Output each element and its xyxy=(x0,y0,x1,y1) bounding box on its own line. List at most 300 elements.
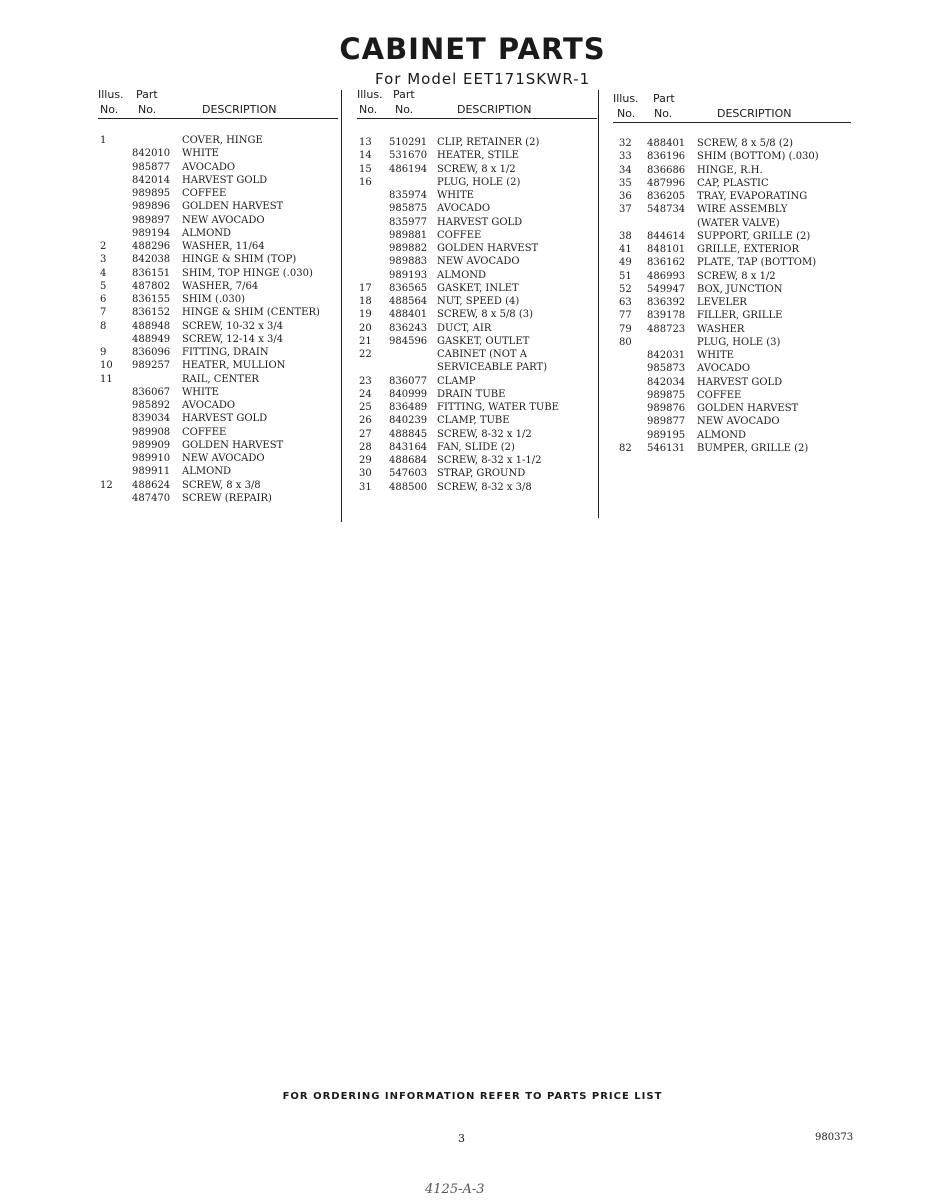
header-illus-no-label: No. xyxy=(100,103,119,116)
part-row xyxy=(98,214,338,227)
part-description: NEW AVOCADO xyxy=(437,256,520,268)
illus-number: 20 xyxy=(359,322,372,334)
part-row xyxy=(98,399,338,412)
part-number: 844614 xyxy=(647,230,686,242)
header-part-label: Part xyxy=(393,88,415,101)
part-number: 848101 xyxy=(647,244,686,255)
illus-number: 2 xyxy=(100,241,107,252)
part-description: AVOCADO xyxy=(182,400,236,411)
illus-number: 52 xyxy=(619,283,632,295)
parts-column-1 xyxy=(98,88,338,505)
part-row xyxy=(98,174,338,187)
part-description: NEW AVOCADO xyxy=(182,453,265,464)
part-row xyxy=(357,454,597,467)
part-row xyxy=(357,216,597,229)
illus-number: 37 xyxy=(619,204,632,216)
part-row xyxy=(613,190,851,203)
part-number: 989194 xyxy=(132,227,171,239)
illus-number: 24 xyxy=(359,388,372,400)
ordering-info-footer: FOR ORDERING INFORMATION REFER TO PARTS PRICE LIST xyxy=(282,1091,663,1102)
part-number: 487470 xyxy=(132,492,171,504)
illus-number: 17 xyxy=(359,282,372,294)
part-description: ALMOND xyxy=(697,429,747,441)
illus-number: 27 xyxy=(359,428,372,440)
illus-number: 29 xyxy=(359,455,372,466)
part-row xyxy=(98,187,338,200)
part-number: 488723 xyxy=(647,323,686,335)
part-description: FAN, SLIDE (2) xyxy=(437,441,515,453)
part-number: 488684 xyxy=(389,455,428,466)
part-description: ALMOND xyxy=(182,227,232,239)
part-description: GASKET, OUTLET xyxy=(437,335,530,347)
part-number: 989875 xyxy=(647,389,686,401)
parts-list xyxy=(357,136,597,494)
illus-number: 13 xyxy=(359,137,372,148)
part-description: SCREW, 8 x 3/8 xyxy=(182,479,261,491)
part-description: HARVEST GOLD xyxy=(697,376,783,388)
part-row xyxy=(98,439,338,452)
part-number: 548734 xyxy=(647,204,686,216)
illus-number: 1 xyxy=(100,135,107,146)
part-description: COFFEE xyxy=(182,426,227,438)
part-description: CAP, PLASTIC xyxy=(697,177,769,189)
part-description: COVER, HINGE xyxy=(182,135,263,146)
part-row xyxy=(357,189,597,202)
part-row xyxy=(98,227,338,240)
column-header xyxy=(613,92,851,123)
part-description: SHIM, TOP HINGE (.030) xyxy=(182,267,313,279)
part-description: BOX, JUNCTION xyxy=(697,283,783,295)
part-description: SHIM (.030) xyxy=(182,294,246,305)
part-description: GRILLE, EXTERIOR xyxy=(697,244,800,255)
part-row xyxy=(357,388,597,401)
column-header xyxy=(357,88,597,119)
illus-number: 41 xyxy=(619,244,632,255)
part-number: 836205 xyxy=(647,191,686,202)
part-number: 836077 xyxy=(389,375,428,387)
part-description: SCREW, 8 x 1/2 xyxy=(697,270,776,282)
part-description: ALMOND xyxy=(182,466,232,478)
part-row xyxy=(98,465,338,478)
header-illus-label: Illus. xyxy=(98,88,124,101)
column-divider xyxy=(341,90,342,522)
illus-number: 16 xyxy=(359,176,372,188)
part-row xyxy=(613,243,851,256)
part-number: 989910 xyxy=(132,453,171,464)
part-description: CLAMP xyxy=(437,375,476,387)
part-number: 836096 xyxy=(132,347,171,358)
illus-number: 36 xyxy=(619,191,632,202)
part-number: 547603 xyxy=(389,468,428,480)
part-description: SCREW, 8-32 x 3/8 xyxy=(437,481,532,493)
part-row xyxy=(357,163,597,176)
part-description: NEW AVOCADO xyxy=(697,416,780,428)
model-subtitle: For Model EET171SKWR-1 xyxy=(375,70,591,88)
part-description: CABINET (NOT A xyxy=(437,349,527,360)
illus-number: 11 xyxy=(100,373,113,385)
part-row xyxy=(613,270,851,283)
part-row xyxy=(613,362,851,375)
part-number: 836565 xyxy=(389,282,428,294)
part-number: 487802 xyxy=(132,280,171,292)
illus-number: 15 xyxy=(359,163,372,175)
illus-number: 6 xyxy=(100,294,107,305)
page-number: 3 xyxy=(458,1132,465,1145)
part-row xyxy=(357,361,597,374)
part-description: STRAP, GROUND xyxy=(437,468,526,480)
illus-number: 77 xyxy=(619,310,632,322)
part-description: AVOCADO xyxy=(437,203,491,215)
part-row xyxy=(98,240,338,253)
part-description: GOLDEN HARVEST xyxy=(182,201,284,213)
part-description: DUCT, AIR xyxy=(437,322,492,334)
part-description: TRAY, EVAPORATING xyxy=(697,191,808,202)
part-description: NEW AVOCADO xyxy=(182,214,265,226)
part-row xyxy=(98,426,338,439)
part-number: 989876 xyxy=(647,403,686,414)
part-row xyxy=(357,295,597,308)
handwritten-note: 4125-A-3 xyxy=(425,1182,485,1197)
part-number: 989896 xyxy=(132,201,171,213)
part-number: 840239 xyxy=(389,415,428,427)
part-description: CLAMP, TUBE xyxy=(437,415,510,427)
illus-number: 23 xyxy=(359,375,372,387)
illus-number: 7 xyxy=(100,307,107,319)
part-row xyxy=(613,376,851,389)
illus-number: 82 xyxy=(619,442,632,454)
part-number: 488948 xyxy=(132,320,171,332)
parts-list xyxy=(98,134,338,505)
illus-number: 28 xyxy=(359,441,372,453)
illus-number: 12 xyxy=(100,479,113,491)
illus-number: 10 xyxy=(100,360,113,372)
illus-number: 80 xyxy=(619,336,632,348)
part-description: GOLDEN HARVEST xyxy=(182,439,284,451)
part-description: HINGE & SHIM (CENTER) xyxy=(182,307,320,319)
part-row xyxy=(357,202,597,215)
header-part-no-label: No. xyxy=(654,107,673,120)
illus-number: 79 xyxy=(619,323,632,335)
part-number: 989257 xyxy=(132,360,171,372)
part-number: 836243 xyxy=(389,322,428,334)
part-number: 842010 xyxy=(132,148,171,160)
part-number: 839034 xyxy=(132,413,171,425)
part-description: COFFEE xyxy=(437,229,482,241)
part-row xyxy=(357,467,597,480)
part-row xyxy=(357,136,597,149)
part-number: 531670 xyxy=(389,150,428,162)
part-number: 836151 xyxy=(132,267,171,279)
part-description: HEATER, MULLION xyxy=(182,360,286,372)
part-number: 985892 xyxy=(132,400,171,411)
part-description: WIRE ASSEMBLY xyxy=(697,204,788,216)
part-number: 836152 xyxy=(132,307,171,319)
illus-number: 14 xyxy=(359,150,372,162)
header-part-label: Part xyxy=(136,88,158,101)
part-number: 842038 xyxy=(132,254,171,266)
parts-column-3 xyxy=(613,92,851,455)
illus-number: 63 xyxy=(619,297,632,308)
part-row xyxy=(98,200,338,213)
part-row xyxy=(357,441,597,454)
part-row xyxy=(613,336,851,349)
part-description: GASKET, INLET xyxy=(437,282,519,294)
illus-number: 9 xyxy=(100,347,107,358)
part-description: SCREW, 8-32 x 1-1/2 xyxy=(437,455,542,466)
parts-column-2 xyxy=(357,88,597,494)
part-description: DRAIN TUBE xyxy=(437,388,506,400)
part-number: 842014 xyxy=(132,174,171,186)
part-row xyxy=(98,134,338,147)
illus-number: 49 xyxy=(619,257,632,269)
part-number: 836067 xyxy=(132,386,171,398)
part-number: 989193 xyxy=(389,269,428,281)
part-row xyxy=(613,230,851,243)
part-row xyxy=(98,412,338,425)
part-row xyxy=(613,296,851,309)
header-part-no-label: No. xyxy=(138,103,157,116)
part-row xyxy=(613,402,851,415)
part-description: SCREW, 8 x 5/8 (2) xyxy=(697,138,794,149)
part-description: NUT, SPEED (4) xyxy=(437,296,520,307)
part-description: SCREW, 12-14 x 3/4 xyxy=(182,333,284,345)
illus-number: 31 xyxy=(359,481,372,493)
part-number: 989908 xyxy=(132,426,171,438)
header-part-no-label: No. xyxy=(395,103,414,116)
part-description: SCREW, 8 x 5/8 (3) xyxy=(437,309,534,321)
part-row xyxy=(357,348,597,361)
part-description: WHITE xyxy=(182,148,219,160)
part-row xyxy=(357,414,597,427)
part-description: HARVEST GOLD xyxy=(437,216,523,228)
column-divider xyxy=(598,90,599,518)
part-number: 989195 xyxy=(647,429,686,441)
illus-number: 22 xyxy=(359,349,372,360)
part-number: 836196 xyxy=(647,151,686,163)
illus-number: 25 xyxy=(359,402,372,413)
part-description: SUPPORT, GRILLE (2) xyxy=(697,230,811,242)
illus-number: 18 xyxy=(359,296,372,307)
part-description: HARVEST GOLD xyxy=(182,174,268,186)
part-number: 836392 xyxy=(647,297,686,308)
part-description: SHIM (BOTTOM) (.030) xyxy=(697,151,819,163)
part-row xyxy=(357,428,597,441)
part-row xyxy=(613,177,851,190)
part-description: AVOCADO xyxy=(697,363,751,375)
part-row xyxy=(357,322,597,335)
part-number: 488564 xyxy=(389,296,428,307)
part-description: PLUG, HOLE (3) xyxy=(697,336,781,348)
part-number: 835974 xyxy=(389,190,428,201)
part-description: WASHER, 7/64 xyxy=(182,280,259,292)
part-description: CLIP, RETAINER (2) xyxy=(437,137,540,148)
part-description: (WATER VALVE) xyxy=(697,217,780,229)
part-number: 985873 xyxy=(647,363,686,375)
part-number: 842034 xyxy=(647,376,686,388)
part-row xyxy=(98,479,338,492)
part-description: FILLER, GRILLE xyxy=(697,310,783,322)
part-row xyxy=(98,306,338,319)
part-row xyxy=(98,161,338,174)
illus-number: 8 xyxy=(100,320,107,332)
part-number: 486993 xyxy=(647,270,686,282)
header-description-label: DESCRIPTION xyxy=(717,107,792,120)
part-number: 989882 xyxy=(389,243,428,254)
part-number: 985875 xyxy=(389,203,428,215)
illus-number: 26 xyxy=(359,415,372,427)
part-number: 984596 xyxy=(389,335,428,347)
part-row xyxy=(357,335,597,348)
part-number: 839178 xyxy=(647,310,686,322)
part-row xyxy=(613,137,851,150)
part-description: FITTING, WATER TUBE xyxy=(437,402,559,413)
document-number: 980373 xyxy=(815,1132,854,1143)
part-row xyxy=(98,320,338,333)
part-description: WHITE xyxy=(182,386,219,398)
part-row xyxy=(357,176,597,189)
part-number: 989877 xyxy=(647,416,686,428)
part-row xyxy=(98,492,338,505)
part-number: 486194 xyxy=(389,163,428,175)
part-number: 836489 xyxy=(389,402,428,413)
part-number: 487996 xyxy=(647,177,686,189)
header-part-label: Part xyxy=(653,92,675,105)
part-number: 985877 xyxy=(132,161,171,173)
part-row xyxy=(357,375,597,388)
part-number: 549947 xyxy=(647,283,686,295)
part-description: PLATE, TAP (BOTTOM) xyxy=(697,257,817,269)
part-number: 488949 xyxy=(132,333,171,345)
illus-number: 5 xyxy=(100,280,107,292)
part-description: COFFEE xyxy=(182,188,227,199)
part-number: 842031 xyxy=(647,350,686,361)
part-row xyxy=(98,253,338,266)
part-row xyxy=(98,333,338,346)
part-row xyxy=(98,359,338,372)
part-row xyxy=(613,415,851,428)
part-description: GOLDEN HARVEST xyxy=(697,403,799,414)
part-description: SCREW, 8-32 x 1/2 xyxy=(437,428,532,440)
part-description: HARVEST GOLD xyxy=(182,413,268,425)
part-row xyxy=(98,386,338,399)
part-row xyxy=(98,280,338,293)
part-row xyxy=(613,164,851,177)
illus-number: 21 xyxy=(359,335,372,347)
part-number: 546131 xyxy=(647,442,686,454)
part-number: 836686 xyxy=(647,164,686,176)
part-row xyxy=(613,323,851,336)
part-description: SERVICEABLE PART) xyxy=(437,362,548,374)
illus-number: 38 xyxy=(619,230,632,242)
part-description: SCREW (REPAIR) xyxy=(182,492,272,504)
part-row xyxy=(613,256,851,269)
part-number: 836162 xyxy=(647,257,686,269)
part-row xyxy=(613,217,851,230)
header-illus-no-label: No. xyxy=(617,107,636,120)
parts-list xyxy=(613,137,851,455)
part-description: GOLDEN HARVEST xyxy=(437,243,539,254)
part-number: 488296 xyxy=(132,241,171,252)
part-row xyxy=(357,242,597,255)
part-number: 488500 xyxy=(389,481,428,493)
part-description: WHITE xyxy=(697,350,734,361)
part-row xyxy=(98,293,338,306)
part-description: LEVELER xyxy=(697,297,747,308)
part-description: SCREW, 10-32 x 3/4 xyxy=(182,320,284,332)
part-row xyxy=(357,149,597,162)
part-row xyxy=(98,373,338,386)
part-row xyxy=(613,429,851,442)
part-number: 488401 xyxy=(647,138,686,149)
part-number: 488845 xyxy=(389,428,428,440)
part-description: FITTING, DRAIN xyxy=(182,347,269,358)
part-description: HINGE & SHIM (TOP) xyxy=(182,254,297,266)
part-row xyxy=(357,229,597,242)
part-row xyxy=(357,282,597,295)
part-row xyxy=(98,147,338,160)
part-number: 510291 xyxy=(389,137,428,148)
part-row xyxy=(613,442,851,455)
part-row xyxy=(357,401,597,414)
header-illus-no-label: No. xyxy=(359,103,378,116)
part-row xyxy=(357,255,597,268)
part-description: SCREW, 8 x 1/2 xyxy=(437,163,516,175)
illus-number: 33 xyxy=(619,151,632,163)
part-row xyxy=(357,308,597,321)
header-illus-label: Illus. xyxy=(613,92,639,105)
part-description: WHITE xyxy=(437,190,474,201)
part-row xyxy=(98,452,338,465)
illus-number: 51 xyxy=(619,270,632,282)
column-header xyxy=(98,88,338,119)
part-description: WASHER, 11/64 xyxy=(182,241,265,252)
header-description-label: DESCRIPTION xyxy=(202,103,277,116)
part-number: 840999 xyxy=(389,388,428,400)
illus-number: 4 xyxy=(100,267,107,279)
part-description: BUMPER, GRILLE (2) xyxy=(697,442,809,454)
part-number: 989909 xyxy=(132,439,171,451)
part-row xyxy=(98,267,338,280)
part-description: WASHER xyxy=(697,323,745,335)
part-row xyxy=(613,309,851,322)
illus-number: 19 xyxy=(359,309,372,321)
illus-number: 35 xyxy=(619,177,632,189)
part-description: HINGE, R.H. xyxy=(697,164,763,176)
part-description: AVOCADO xyxy=(182,161,236,173)
part-row xyxy=(98,346,338,359)
illus-number: 3 xyxy=(100,254,107,266)
part-row xyxy=(613,150,851,163)
part-number: 843164 xyxy=(389,441,428,453)
part-number: 989897 xyxy=(132,214,171,226)
part-row xyxy=(613,349,851,362)
part-number: 835977 xyxy=(389,216,428,228)
part-number: 989883 xyxy=(389,256,428,268)
illus-number: 30 xyxy=(359,468,372,480)
part-number: 989895 xyxy=(132,188,171,199)
part-description: COFFEE xyxy=(697,389,742,401)
header-description-label: DESCRIPTION xyxy=(457,103,532,116)
part-number: 989911 xyxy=(132,466,171,478)
part-row xyxy=(613,283,851,296)
part-description: ALMOND xyxy=(437,269,487,281)
part-row xyxy=(357,481,597,494)
header-illus-label: Illus. xyxy=(357,88,383,101)
part-row xyxy=(357,269,597,282)
part-row xyxy=(613,389,851,402)
page-title: CABINET PARTS xyxy=(339,32,606,66)
part-number: 488624 xyxy=(132,479,171,491)
